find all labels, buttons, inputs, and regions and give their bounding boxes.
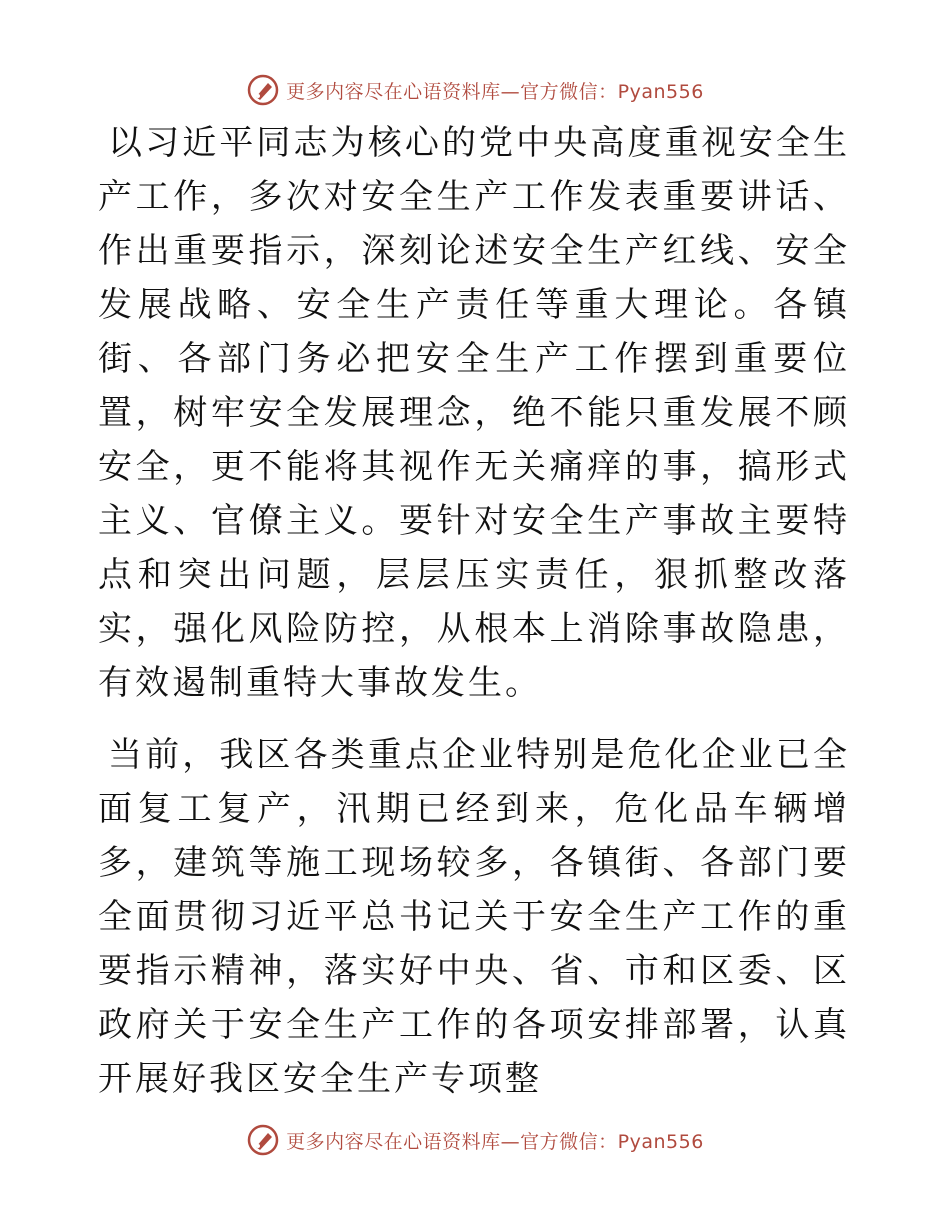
pen-nib-logo-icon (246, 1123, 280, 1157)
paragraph-1: 以习近平同志为核心的党中央高度重视安全生产工作，多次对安全生产工作发表重要讲话、作出重要指示，深刻论述安全生产红线、安全发展战略、安全生产责任等重大理论。各镇街、各部门务必把安全生产工作摆到重要位置，树牢安全发展理念，绝不能只重发展不顾安全，更不能将其视作无关痛痒的事，搞形式主义、官僚主义。要针对安全生产事故主要特点和突出问题，层层压实责任，狠抓整改落实，强化风险防控，从根本上消除事故隐患，有效遏制重特大事故发生。 (98, 123, 850, 703)
header-banner-text: 更多内容尽在心语资料库—官方微信：Pyan556 (286, 80, 704, 103)
pen-nib-logo-icon (246, 73, 280, 107)
document-body (98, 116, 850, 1106)
header-banner (0, 70, 950, 110)
paragraph-2: 当前，我区各类重点企业特别是危化企业已全面复工复产，汛期已经到来，危化品车辆增多，建筑等施工现场较多，各镇街、各部门要全面贯彻习近平总书记关于安全生产工作的重要指示精神，落实好中央、省、市和区委、区政府关于安全生产工作的各项安排部署，认真开展好我区安全生产专项整 (98, 735, 850, 1099)
footer-banner (0, 1120, 950, 1160)
footer-banner-text: 更多内容尽在心语资料库—官方微信：Pyan556 (286, 1130, 704, 1153)
